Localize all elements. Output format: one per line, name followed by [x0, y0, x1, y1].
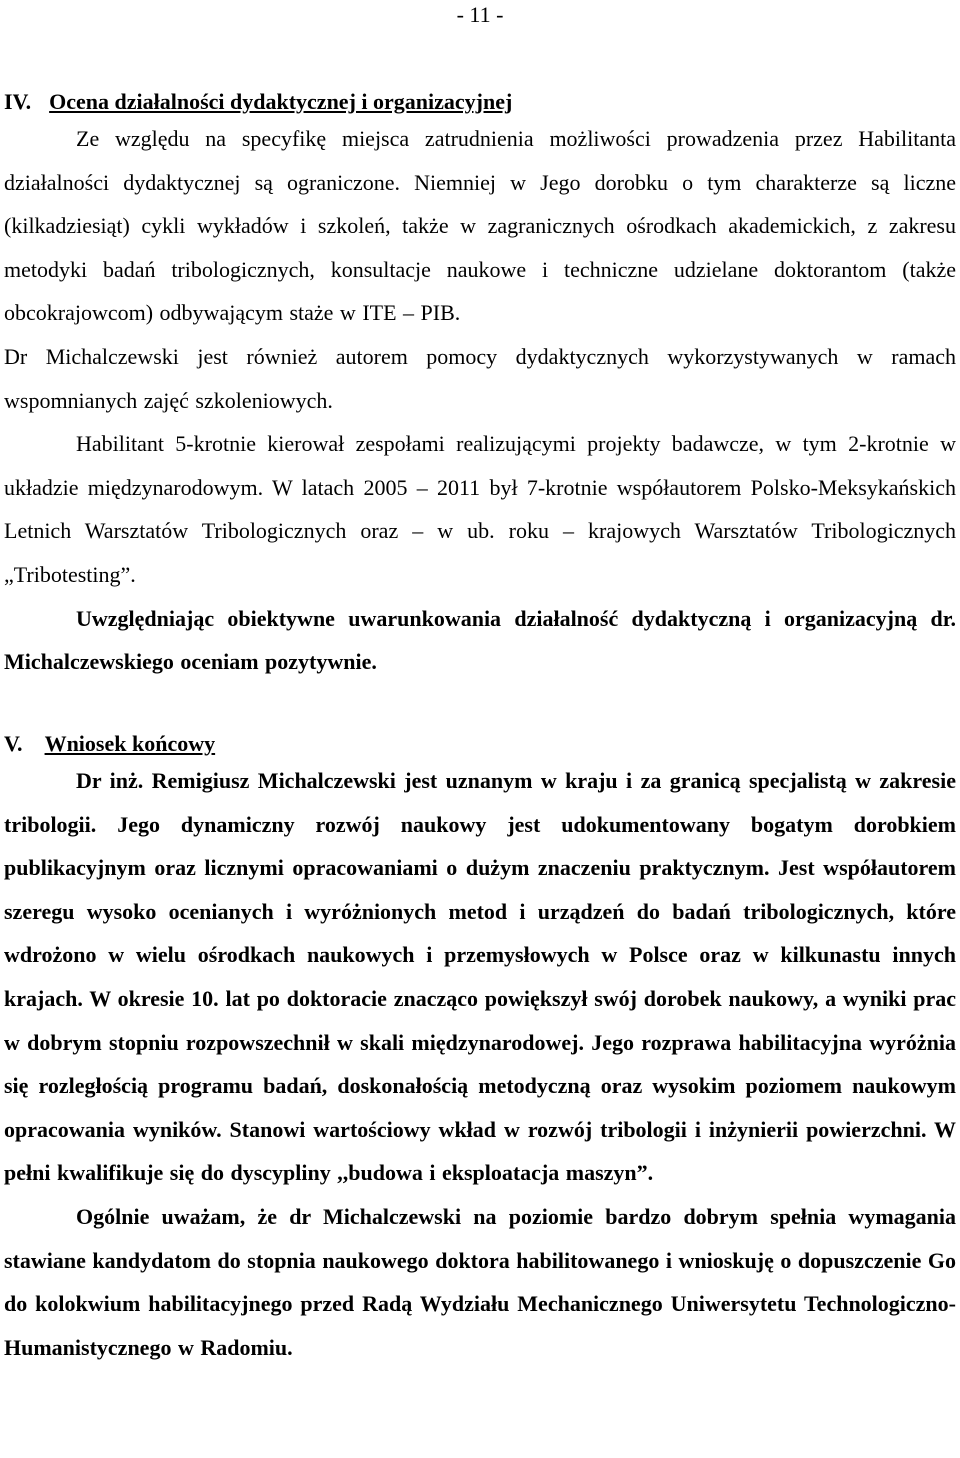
section-v	[4, 730, 956, 1369]
section-iv-heading	[4, 88, 956, 116]
section-v-paragraph-2: Ogólnie uważam, że dr Michalczewski na poziomie bardzo dobrym spełnia wymagania stawiane kandydatom do stopnia naukowego doktora habilitowanego i wnioskuję o dopuszczenie Go do kolokwium habilitacyjnego przed Radą Wydziału Mechanicznego Uniwersytetu Technologiczno-Humanistycznego w Radomiu.	[4, 1203, 956, 1360]
section-v-paragraph-1: Dr inż. Remigiusz Michalczewski jest uznanym w kraju i za granicą specjalistą w zakresie tribologii. Jego dynamiczny rozwój naukowy jest udokumentowany bogatym dorobkiem publikacyjnym oraz licznymi opracowaniami o dużym znaczeniu praktycznym. Jest współautorem szeregu wysoko ocenianych i wyróżnionych metod i urządzeń do badań tribologicznych, które wdrożono w wielu ośrodkach naukowych i przemysłowych w Polsce oraz w kilkunastu innych krajach. W okresie 10. lat po doktoracie znacząco powiększył swój dorobek naukowy, a wyniki prac w dobrym stopniu rozpowszechnił w skali międzynarodowej. Jego rozprawa habilitacyjna wyróżnia się rozległością programu badań, doskonałością metodyczną oraz wysokim poziomem naukowym opracowania wyników. Stanowi wartościowy wkład w rozwój tribologii i inżynierii powierzchni. W pełni kwalifikuje się do dyscypliny ,,budowa i eksploatacja maszyn”.	[4, 768, 956, 1186]
section-iv-paragraph-2: Dr Michalczewski jest również autorem pomocy dydaktycznych wykorzystywanych w ramach wspomnianych zajęć szkoleniowych.	[4, 343, 956, 413]
section-v-number: V.	[4, 731, 23, 756]
section-iv-paragraph-1: Ze względu na specyfikę miejsca zatrudnienia możliwości prowadzenia przez Habilitanta działalności dydaktycznej są ograniczone. Niemniej w Jego dorobku o tym charakterze są liczne (kilkadziesiąt) cykli wykładów i szkoleń, także w zagranicznych ośrodkach akademickich, z zakresu metodyki badań tribologicznych, konsultacje naukowe i techniczne udzielane doktorantom (także obcokrajowcom) odbywającym staże w ITE – PIB.	[4, 126, 956, 326]
section-iv-paragraph-3: Habilitant 5-krotnie kierował zespołami realizującymi projekty badawcze, w tym 2-krotnie w układzie międzynarodowym. W latach 2005 – 2011 był 7-krotnie współautorem Polsko-Meksykańskich Letnich Warsztatów Tribologicznych oraz – w ub. roku – krajowych Warsztatów Tribologicznych „Tribotesting”.	[4, 431, 956, 587]
page-number: - 11 -	[456, 2, 504, 27]
section-iv-title: Ocena działalności dydaktycznej i organizacyjnej	[49, 89, 513, 114]
section-v-title: Wniosek końcowy	[44, 731, 216, 756]
section-v-heading	[4, 730, 956, 758]
section-iv	[4, 88, 956, 684]
section-iv-number: IV.	[4, 89, 32, 114]
section-iv-conclusion: Uwzględniając obiektywne uwarunkowania działalność dydaktyczną i organizacyjną dr. Michalczewskiego oceniam pozytywnie.	[4, 605, 956, 675]
